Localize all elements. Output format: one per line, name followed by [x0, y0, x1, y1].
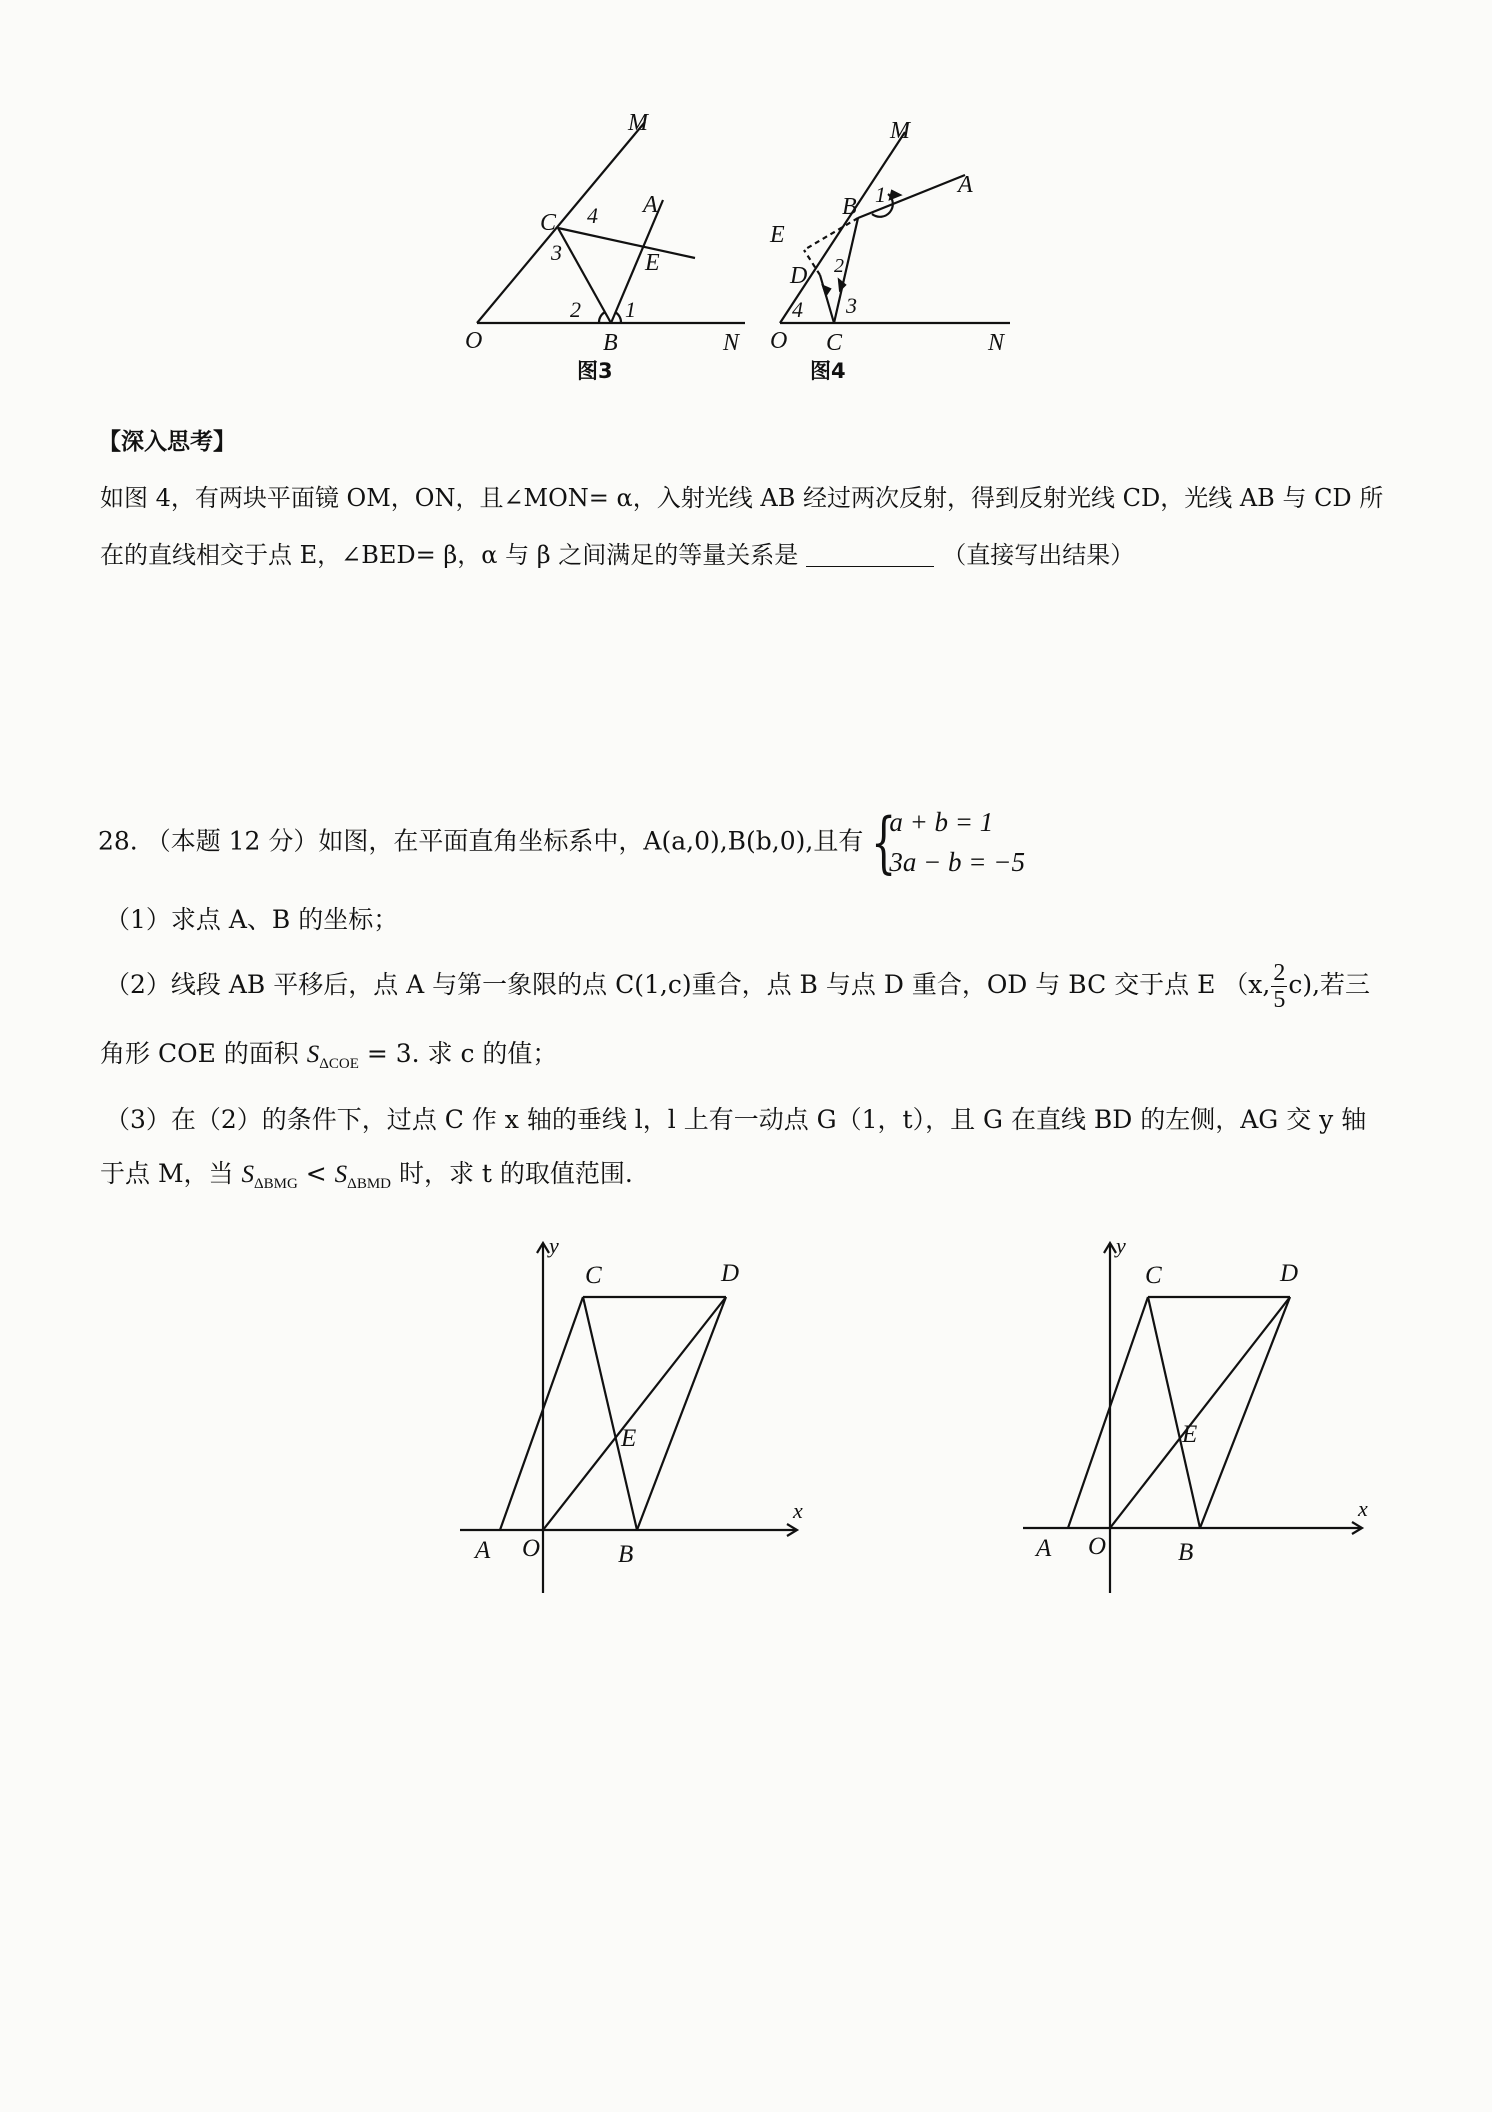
coordinate-graph-1	[455, 1235, 815, 1605]
fig3-label-E: E	[645, 250, 660, 276]
fig3-label-A: A	[643, 192, 658, 218]
q28-S1-sub: ΔBMG	[254, 1176, 298, 1192]
fig4-label-E: E	[770, 222, 785, 248]
deep-thinking-line1: 如图 4，有两块平面镜 OM，ON，且∠MON= α，入射光线 AB 经过两次反射，得到反射光线 CD，光线 AB 与 CD 所	[100, 484, 1384, 512]
graph1-label-O: O	[522, 1535, 541, 1562]
q28-part3-text-b2: 时，求 t 的取值范围.	[391, 1159, 633, 1188]
fig4-label-D: D	[790, 263, 808, 289]
figure-4	[770, 110, 1030, 390]
fig4-label-C: C	[826, 330, 843, 356]
q28-intro: 28. （本题 12 分）如图，在平面直角坐标系中，A(a,0),B(b,0),且有	[98, 826, 864, 856]
q28-part2-line1	[105, 955, 1370, 1015]
graph2-label-y: y	[1116, 1233, 1126, 1258]
q28-fraction	[1271, 960, 1287, 1013]
fig4-label-3: 3	[846, 293, 857, 318]
q28-part2-text-a: （2）线段 AB 平移后，点 A 与第一象限的点 C(1,c)重合，点 B 与点 D 重合，OD 与 BC 交于点 E （x,	[105, 970, 1271, 999]
graph1-label-y: y	[549, 1233, 559, 1258]
q28-lt: <	[297, 1159, 335, 1188]
graph2-label-B: B	[1178, 1539, 1194, 1566]
graph2-label-E: E	[1182, 1421, 1198, 1448]
fig3-label-B: B	[603, 330, 618, 356]
fig3-label-O: O	[465, 328, 483, 354]
fig4-label-4: 4	[792, 297, 803, 322]
figure-3	[465, 110, 765, 390]
fig3-caption: 图3	[577, 359, 613, 383]
fig4-label-A: A	[958, 172, 973, 198]
graph2-label-A: A	[1036, 1535, 1052, 1562]
fig4-label-1: 1	[875, 182, 886, 207]
graph1-label-x: x	[793, 1498, 803, 1523]
q28-frac-den: 5	[1273, 987, 1286, 1013]
q28-part3-line1: （3）在（2）的条件下，过点 C 作 x 轴的垂线 l，l 上有一动点 G（1，t），且 G 在直线 BD 的左侧，AG 交 y 轴	[105, 1105, 1367, 1134]
coordinate-graph-2	[1018, 1235, 1378, 1605]
fig4-label-N: N	[988, 330, 1005, 356]
q28-part2-line2	[100, 1036, 557, 1082]
fig3-label-M: M	[628, 110, 648, 136]
graph1-label-D: D	[721, 1260, 740, 1287]
fig4-caption: 图4	[810, 359, 846, 383]
q28-part3-text-b1: 于点 M，当	[100, 1159, 242, 1188]
fig4-label-2: 2	[834, 255, 844, 277]
graph2-label-x: x	[1358, 1496, 1368, 1521]
q28-eq1: a + b = 1	[889, 806, 994, 837]
graph1-label-E: E	[621, 1425, 637, 1452]
q28-S1: S	[241, 1161, 254, 1188]
q28-part2-text-b: c),若三	[1288, 970, 1371, 999]
q28-frac-num: 2	[1273, 960, 1286, 986]
deep-thinking-line2-text: 在的直线相交于点 E，∠BED= β，α 与 β 之间满足的等量关系是	[100, 541, 799, 569]
q28-S2: S	[334, 1161, 348, 1188]
q28-part2-text-c1: 角形 COE 的面积	[100, 1039, 307, 1068]
q28-part3-line2	[100, 1156, 633, 1202]
q28-equation-system: { a + b = 1 3a − b = −5	[871, 803, 1025, 881]
graph1-label-A: A	[475, 1537, 491, 1564]
fig3-label-4: 4	[587, 203, 598, 228]
graph2-label-C: C	[1145, 1262, 1162, 1289]
fig4-label-O: O	[770, 328, 788, 354]
deep-thinking-line2	[100, 537, 1134, 573]
answer-blank[interactable]	[806, 540, 934, 567]
fig3-label-3: 3	[551, 240, 562, 265]
graph2-label-O: O	[1088, 1533, 1107, 1560]
fig3-label-N: N	[723, 330, 740, 356]
q28-area-S: S	[306, 1041, 320, 1068]
graph1-label-B: B	[618, 1541, 634, 1568]
fig3-label-2: 2	[570, 297, 581, 322]
q28-S2-sub: ΔBMD	[347, 1176, 391, 1192]
graph1-label-C: C	[585, 1262, 602, 1289]
q28-part1: （1）求点 A、B 的坐标；	[105, 905, 399, 934]
q28-intro-line	[98, 800, 1025, 882]
deep-thinking-line2-note: （直接写出结果）	[942, 541, 1135, 569]
fig4-label-M: M	[890, 118, 910, 144]
q28-area-sub: ΔCOE	[319, 1056, 359, 1072]
fig3-label-C: C	[540, 210, 557, 236]
deep-thinking-heading: 【深入思考】	[98, 429, 236, 455]
q28-eq2: 3a − b = −5	[889, 846, 1025, 877]
graph2-label-D: D	[1280, 1260, 1299, 1287]
q28-part2-text-c2: = 3. 求 c 的值；	[358, 1039, 558, 1068]
fig3-label-1: 1	[625, 297, 636, 322]
fig4-label-B: B	[842, 194, 857, 220]
